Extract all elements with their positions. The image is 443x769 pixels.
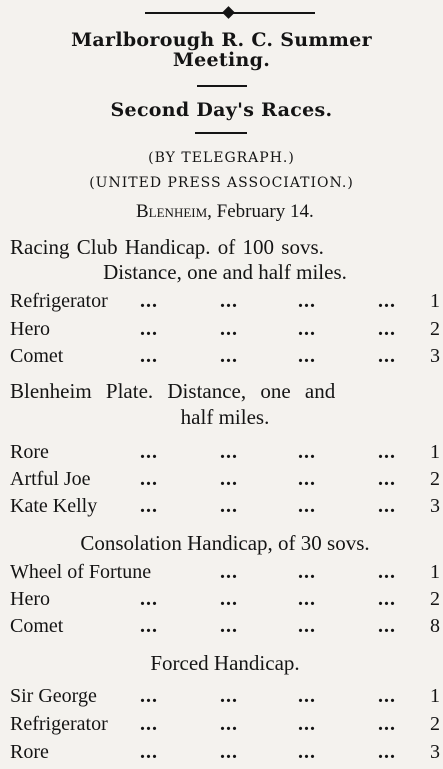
leader-dots: ...	[220, 495, 238, 517]
leader-dots: ...	[220, 441, 238, 463]
finish-place: 1	[430, 685, 440, 707]
leader-dots: ...	[220, 318, 238, 340]
result-row	[10, 713, 442, 737]
result-row	[10, 615, 442, 639]
short-rule	[195, 132, 247, 134]
horse-name: Rore	[10, 441, 49, 463]
horse-name: Wheel of Fortune	[10, 561, 152, 583]
leader-dots: ...	[378, 345, 396, 367]
finish-place: 3	[430, 345, 440, 367]
dateline: Blenheim, February 14.	[136, 201, 314, 222]
dateline-date: February 14.	[216, 201, 314, 222]
horse-name: Comet	[10, 615, 64, 637]
leader-dots: ...	[298, 495, 316, 517]
finish-place: 1	[430, 441, 440, 463]
leader-dots: ...	[140, 588, 158, 610]
leader-dots: ...	[140, 345, 158, 367]
leader-dots: ...	[220, 713, 238, 735]
leader-dots: ...	[378, 495, 396, 517]
headline-line-1: Marlborough R. C. Summer	[71, 29, 372, 51]
leader-dots: ...	[140, 685, 158, 707]
finish-place: 2	[430, 588, 440, 610]
telegraph-credit: (BY TELEGRAPH.)	[148, 150, 295, 166]
leader-dots: ...	[220, 561, 238, 583]
leader-dots: ...	[298, 345, 316, 367]
leader-dots: ...	[220, 615, 238, 637]
result-row	[10, 290, 442, 314]
race-title: Forced Handicap.	[150, 651, 300, 675]
leader-dots: ...	[378, 561, 396, 583]
leader-dots: ...	[378, 318, 396, 340]
dateline-place: Blenheim	[136, 201, 208, 222]
leader-dots: ...	[140, 290, 158, 312]
result-row	[10, 588, 442, 612]
result-row	[10, 345, 442, 369]
finish-place: 3	[430, 495, 440, 517]
horse-name: Refrigerator	[10, 290, 108, 312]
leader-dots: ...	[378, 713, 396, 735]
horse-name: Rore	[10, 741, 49, 763]
horse-name: Artful Joe	[10, 468, 91, 490]
leader-dots: ...	[298, 318, 316, 340]
result-row	[10, 468, 442, 492]
finish-place: 1	[430, 290, 440, 312]
horse-name: Sir George	[10, 685, 97, 707]
leader-dots: ...	[220, 741, 238, 763]
horse-name: Refrigerator	[10, 713, 108, 735]
leader-dots: ...	[140, 741, 158, 763]
finish-place: 2	[430, 468, 440, 490]
leader-dots: ...	[378, 685, 396, 707]
finish-place: 3	[430, 741, 440, 763]
result-row	[10, 685, 442, 709]
leader-dots: ...	[220, 685, 238, 707]
race-title: Distance, one and half miles.	[103, 260, 347, 284]
headline-line-2: Meeting.	[172, 49, 271, 71]
leader-dots: ...	[220, 345, 238, 367]
leader-dots: ...	[378, 441, 396, 463]
leader-dots: ...	[298, 468, 316, 490]
leader-dots: ...	[220, 588, 238, 610]
leader-dots: ...	[220, 468, 238, 490]
leader-dots: ...	[378, 615, 396, 637]
result-row	[10, 318, 442, 342]
leader-dots: ...	[298, 441, 316, 463]
leader-dots: ...	[220, 290, 238, 312]
result-row	[10, 561, 442, 585]
leader-dots: ...	[140, 495, 158, 517]
leader-dots: ...	[298, 741, 316, 763]
leader-dots: ...	[378, 588, 396, 610]
leader-dots: ...	[140, 713, 158, 735]
finish-place: 2	[430, 713, 440, 735]
leader-dots: ...	[378, 468, 396, 490]
finish-place: 8	[430, 615, 440, 637]
diamond-icon	[222, 6, 235, 19]
result-row	[10, 495, 442, 519]
leader-dots: ...	[298, 685, 316, 707]
horse-name: Comet	[10, 345, 64, 367]
short-rule	[197, 85, 247, 87]
horse-name: Hero	[10, 588, 50, 610]
horse-name: Kate Kelly	[10, 495, 98, 517]
leader-dots: ...	[140, 468, 158, 490]
leader-dots: ...	[298, 290, 316, 312]
result-row	[10, 741, 442, 765]
leader-dots: ...	[298, 588, 316, 610]
association-credit: (UNITED PRESS ASSOCIATION.)	[89, 175, 354, 191]
race-title: Blenheim Plate. Distance, one and	[10, 379, 336, 403]
subheadline: Second Day's Races.	[110, 99, 333, 121]
top-ornament-rule	[145, 8, 315, 18]
leader-dots: ...	[378, 290, 396, 312]
horse-name: Hero	[10, 318, 50, 340]
leader-dots: ...	[298, 561, 316, 583]
race-title: half miles.	[180, 405, 270, 429]
result-row	[10, 441, 442, 465]
leader-dots: ...	[298, 615, 316, 637]
finish-place: 2	[430, 318, 440, 340]
finish-place: 1	[430, 561, 440, 583]
race-title: Racing Club Handicap. of 100 sovs.	[10, 235, 324, 259]
leader-dots: ...	[378, 741, 396, 763]
leader-dots: ...	[298, 713, 316, 735]
leader-dots: ...	[140, 318, 158, 340]
leader-dots: ...	[140, 615, 158, 637]
leader-dots: ...	[140, 441, 158, 463]
race-title: Consolation Handicap, of 30 sovs.	[80, 531, 370, 555]
